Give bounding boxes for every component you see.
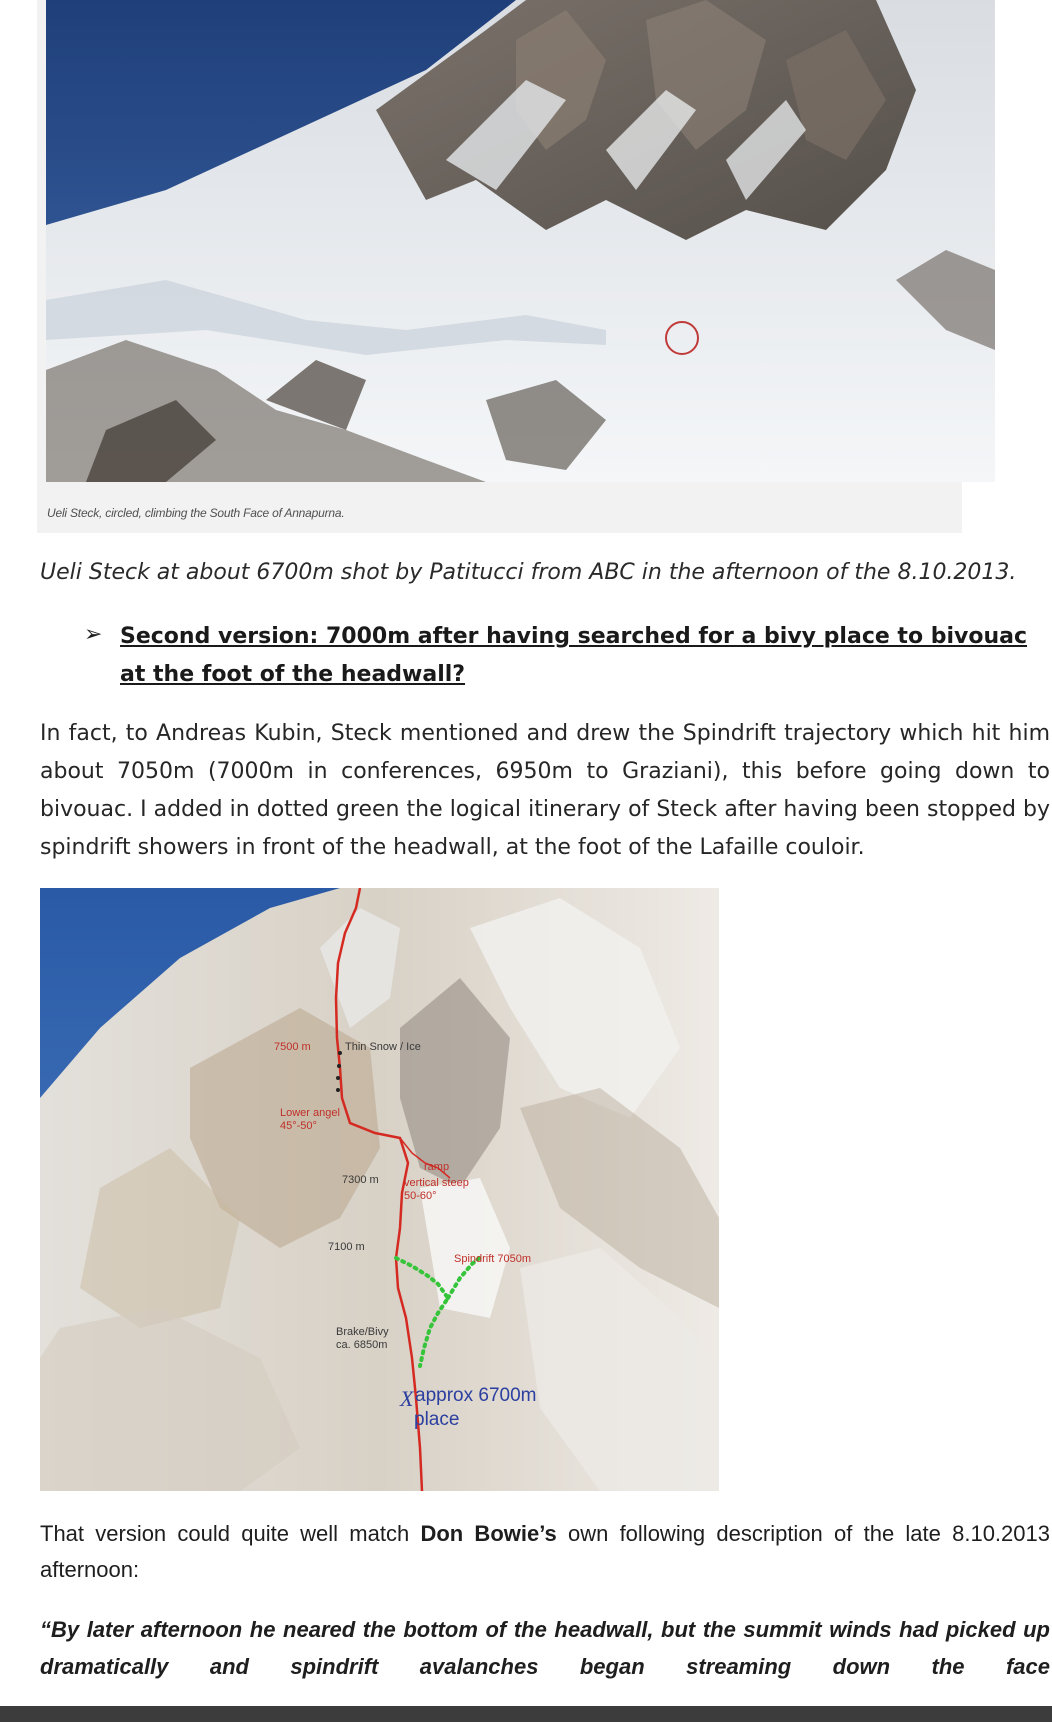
x-marker: X xyxy=(400,1386,414,1411)
label-vertical-steep: vertical steep xyxy=(404,1177,469,1189)
label-thin-snow-ice: Thin Snow / Ice xyxy=(345,1041,421,1053)
label-brake-bivy: Brake/Bivy xyxy=(336,1326,389,1338)
bottom-bar xyxy=(0,1706,1052,1722)
figure-2-route-photo xyxy=(40,888,719,1491)
route-diagram xyxy=(40,888,719,1491)
south-face-photo xyxy=(46,0,995,482)
quote: “By later afternoon he neared the bottom of the headwall, but the summit winds had picked up dramatically and spindrift avalanches began streaming down the face xyxy=(40,1617,1050,1679)
label-7300m: 7300 m xyxy=(342,1174,379,1186)
label-lower-angel: Lower angel xyxy=(280,1107,340,1119)
label-angle-range: 45°-50° xyxy=(280,1120,317,1132)
section-heading: Second version: 7000m after having searched for a bivy place to bivouac at the foot of the headwall? xyxy=(120,624,1028,687)
paragraph-2-bold-name: Don Bowie’s xyxy=(420,1521,557,1546)
photo-credit: Ueli Steck at about 6700m shot by Patitucci from ABC in the afternoon of the 8.10.2013. xyxy=(40,560,1017,585)
label-angle-60: 50-60° xyxy=(404,1190,437,1202)
figure-1-caption: Ueli Steck, circled, climbing the South Face of Annapurna. xyxy=(47,506,345,520)
paragraph-2-after: own following description of the late 8.10.2013 afternoon: xyxy=(40,1521,1050,1582)
label-spindrift: Spindrift 7050m xyxy=(454,1253,532,1265)
label-ramp: ramp xyxy=(424,1161,450,1173)
label-approx-6700m: approx 6700m xyxy=(415,1385,537,1406)
figure-1 xyxy=(37,0,962,533)
paragraph-1: In fact, to Andreas Kubin, Steck mentioned and drew the Spindrift trajectory which hit him about 7050m (7000m in conferences, 6950m to Graziani), this before going down to bivouac. I added in dotted green the logical itinerary of Steck after having been stopped by spindrift showers in front of the headwall, at the foot of the Lafaille couloir. xyxy=(40,721,1050,860)
bullet-arrow-icon: ➢ xyxy=(84,622,103,647)
south-face-photo-art xyxy=(46,0,995,482)
label-7500m: 7500 m xyxy=(274,1041,311,1053)
paragraph-2-before: That version could quite well match xyxy=(40,1521,421,1546)
label-ca-6850m: ca. 6850m xyxy=(336,1339,388,1351)
label-7100m: 7100 m xyxy=(328,1241,365,1253)
label-place: place xyxy=(414,1409,460,1430)
paragraph-2 xyxy=(40,1516,1050,1588)
